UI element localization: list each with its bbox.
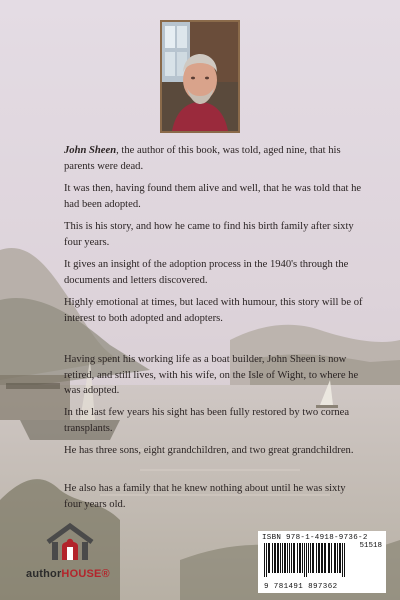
barcode-bar bbox=[282, 543, 283, 573]
barcode-bar bbox=[284, 543, 286, 573]
barcode-bar bbox=[293, 543, 295, 573]
blurb-paragraph-6: Having spent his working life as a boat builder, John Sheen is now retired, and still lives, with his wife, on the Isle of Wight, to where he was adopted. bbox=[64, 354, 359, 396]
barcode-bar bbox=[310, 543, 311, 573]
barcode-bar bbox=[331, 543, 332, 573]
blurb-paragraph-5: Highly emotional at times, but laced with humour, this story will be of interest to both adopted and adopters. bbox=[64, 297, 363, 324]
barcode-bar bbox=[280, 543, 281, 573]
publisher-name-house: HOUSE bbox=[61, 568, 102, 580]
barcode-bar bbox=[287, 543, 288, 573]
blurb-paragraph-1 bbox=[64, 143, 364, 174]
barcode-bar bbox=[274, 543, 276, 573]
barcode-bar bbox=[344, 543, 345, 577]
barcode-bar bbox=[337, 543, 338, 573]
blurb-paragraph-8: He has three sons, eight grandchildren, and two great grandchildren. bbox=[64, 445, 354, 456]
barcode-bar bbox=[324, 543, 326, 573]
barcode-bar bbox=[316, 543, 317, 573]
barcode-bar bbox=[328, 543, 330, 573]
author-name: John Sheen bbox=[64, 145, 117, 156]
barcode-bar bbox=[318, 543, 320, 573]
barcode-digits: 9 781491 897362 bbox=[264, 583, 338, 591]
barcode-bar bbox=[264, 543, 265, 577]
blurb-paragraph-7: In the last few years his sight has been fully restored by two cornea transplants. bbox=[64, 407, 350, 434]
barcode-bar bbox=[302, 543, 303, 573]
publisher-name-author: author bbox=[26, 568, 62, 580]
blurb-paragraph-4: It gives an insight of the adoption process in the 1940's through the documents and letters discovered. bbox=[64, 259, 349, 286]
barcode-bar bbox=[272, 543, 273, 573]
barcode-bar bbox=[312, 543, 314, 573]
barcode-bar bbox=[342, 543, 343, 577]
barcode-bar bbox=[268, 543, 270, 573]
publisher-logo-icon bbox=[40, 520, 100, 562]
blurb-paragraph-1-text: , the author of this book, was told, aged nine, that his parents were dead. bbox=[64, 145, 341, 172]
isbn-text: ISBN 978-1-4918-9736-2 bbox=[262, 534, 368, 542]
author-photo bbox=[160, 20, 240, 133]
registered-mark: ® bbox=[101, 568, 110, 580]
barcode-bar bbox=[277, 543, 279, 573]
blurb-paragraph-9: He also has a family that he knew nothing about until he was sixty four years old. bbox=[64, 483, 346, 510]
barcode-bar bbox=[308, 543, 309, 573]
barcode-bar bbox=[304, 543, 305, 577]
blurb-paragraph-2: It was then, having found them alive and well, that he was told that he had been adopted. bbox=[64, 183, 362, 210]
barcode-bar bbox=[306, 543, 307, 577]
barcode-bar bbox=[339, 543, 341, 573]
isbn-barcode bbox=[258, 531, 386, 593]
barcode-bar bbox=[297, 543, 298, 573]
barcode-bar bbox=[289, 543, 290, 573]
barcode-bar bbox=[291, 543, 292, 573]
publisher-name bbox=[26, 568, 110, 580]
barcode-bars bbox=[264, 543, 356, 583]
price-code: 51518 bbox=[359, 542, 382, 550]
barcode-bar bbox=[321, 543, 323, 573]
barcode-bar bbox=[299, 543, 301, 573]
barcode-bar bbox=[266, 543, 267, 577]
blurb-paragraph-3: This is his story, and how he came to find his birth family after sixty four years. bbox=[64, 221, 354, 248]
barcode-bar bbox=[334, 543, 336, 573]
